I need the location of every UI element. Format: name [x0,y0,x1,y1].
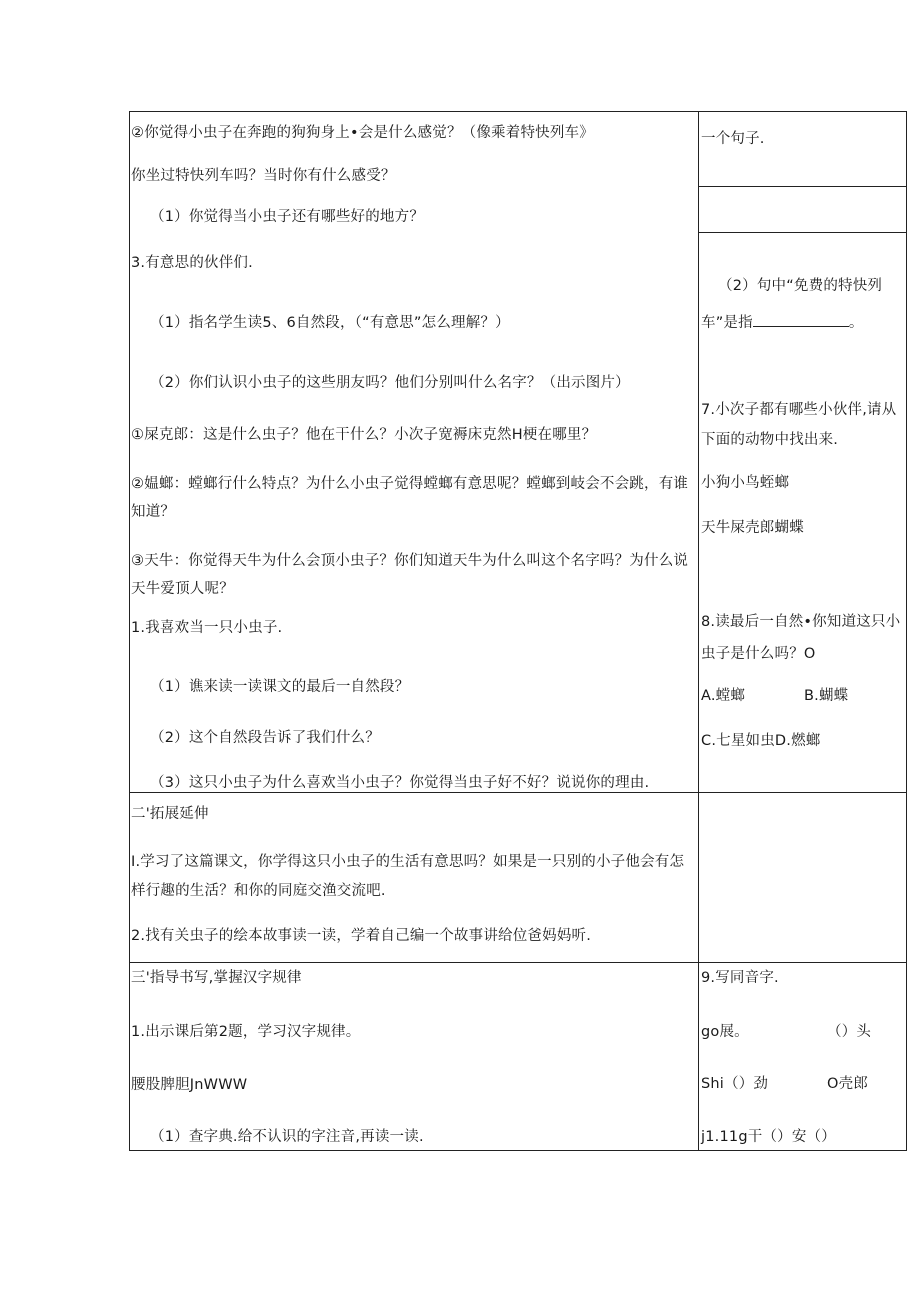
answer-blank[interactable] [753,312,849,327]
row-divider-2 [129,962,907,963]
right-cell-divider-2 [698,232,907,233]
line-1: ②你觉得小虫子在奔跑的狗狗身上•会是什么感觉？（像乘着特快列车》 [131,125,594,141]
writing-item-2: 腰股脾胆JnWWW [131,1077,248,1093]
column-divider [698,111,699,1151]
line-5: （1）指名学生读5、6自然段，（“有意思”怎么理解？） [150,315,510,331]
right-question-2-text: （2）句中“免费的特快列车”是指 [701,278,883,331]
line-4: 3.有意思的伙伴们. [131,255,253,271]
right-question-9: 9.写同音字. [701,970,779,986]
line-10: 1.我喜欢当一只小虫子. [131,620,283,636]
line-13: （3）这只小虫子为什么喜欢当小虫子？你觉得当虫子好不好？说说你的理由. [150,775,650,791]
option-a: A.螳螂 [701,688,746,704]
homophone-3: j1.11g干（）安（） [701,1129,836,1145]
writing-item-3: （1）查字典.给不认识的字注音,再读一读. [150,1129,424,1145]
line-7: ①屎克郎：这是什么虫子？他在干什么？小次子宽褥床克然H梗在哪里？ [131,427,597,443]
line-3: （1）你觉得当小虫子还有哪些好的地方？ [150,209,425,225]
line-2: 你坐过特快列车吗？当时你有什么感受？ [131,168,396,184]
option-b: B.蝴蝶 [804,688,849,704]
writing-item-1: 1.出示课后第2题，学习汉字规律。 [131,1024,361,1040]
line-12: （2）这个自然段告诉了我们什么？ [150,730,380,746]
extension-item-1: I.学习了这篇课文，你学得这只小虫子的生活有意思吗？如果是一只别的小子他会有怎样行趣的生活？和你的同庭交渔交流吧. [131,854,685,899]
right-question-2-end: 。 [848,315,864,331]
line-9: ③天牛：你觉得天牛为什么会顶小虫子？你们知道天牛为什么叫这个名字吗？为什么说天牛爱顶人呢？ [131,553,689,597]
section-title-extension: 二'拓展延伸 [131,806,209,822]
extension-item-2: 2.找有关虫子的绘本故事读一读，学着自己编一个故事讲给位爸妈妈听. [131,928,592,944]
right-animals-1: 小狗小鸟蛭螂 [701,475,790,491]
options-cd: C.七星如虫D.燃螂 [701,733,821,749]
right-animals-2: 天牛屎壳郎蝴蝶 [701,520,804,536]
line-11: （1）谯来读一读课文的最后一自然段？ [150,679,410,695]
line-6: （2）你们认识小虫子的这些朋友吗？他们分别叫什么名字？（出示图片） [150,375,630,391]
homophone-1a: go展。 [701,1024,749,1040]
right-text-1: 一个句子. [701,131,765,147]
homophone-2b: O壳郎 [827,1076,869,1092]
line-8: ②媪螂：螳螂行什么特点？为什么小虫子觉得螳螂有意思呢？螳螂到岐会不会跳，有谁知道？ [131,476,689,520]
right-question-2 [701,268,901,342]
homophone-2a: Shi（）劲 [701,1076,769,1092]
right-question-8: 8.读最后一自然•你知道这只小虫子是什么吗？O [701,614,901,662]
right-question-7: 7.小次子都有哪些小伙伴,请从下面的动物中找出来. [701,402,897,448]
section-title-writing: 三'指导书写,掌握汉字规律 [131,970,302,986]
right-cell-divider-1 [698,186,907,187]
homophone-1b: （）头 [827,1024,872,1040]
